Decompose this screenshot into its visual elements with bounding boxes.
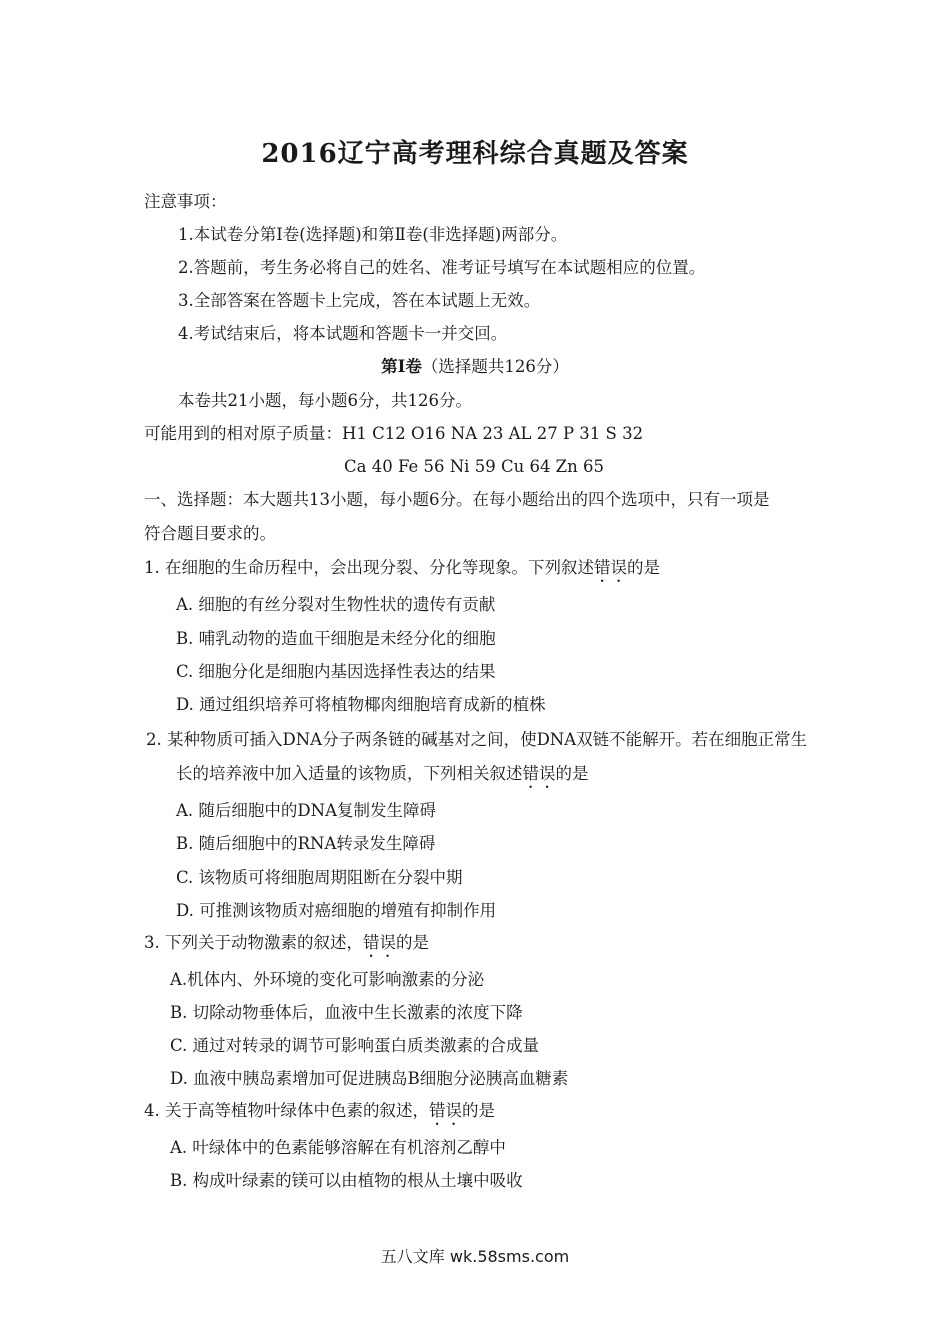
question-1-option-b: B. 哺乳动物的造血干细胞是未经分化的细胞 (176, 629, 496, 648)
question-3-emphasis: 错误 (363, 933, 396, 952)
question-4-option-a: A. 叶绿体中的色素能够溶解在有机溶剂乙醇中 (170, 1138, 506, 1157)
part-heading-line-2: 符合题目要求的。 (144, 524, 276, 543)
question-4-option-b: B. 构成叶绿素的镁可以由植物的根从土壤中吸收 (170, 1171, 523, 1190)
footer-watermark: 五八文库 wk.58sms.com (380, 1247, 570, 1266)
question-1-emphasis: 错误 (594, 558, 627, 577)
section-title-bold: 第Ⅰ卷 (381, 357, 422, 376)
question-2-option-c: C. 该物质可将细胞周期阻断在分裂中期 (176, 868, 463, 887)
question-1-stem (144, 557, 660, 586)
question-2-option-d: D. 可推测该物质对癌细胞的增殖有抑制作用 (176, 901, 497, 920)
section-title (0, 356, 950, 378)
question-4-stem (144, 1100, 495, 1129)
question-1-stem-text: 1. 在细胞的生命历程中，会出现分裂、分化等现象。下列叙述 (144, 558, 594, 577)
question-1-stem-end: 的是 (627, 558, 660, 577)
question-4-stem-text: 4. 关于高等植物叶绿体中色素的叙述， (144, 1101, 429, 1120)
question-2-stem-end: 的是 (555, 764, 589, 783)
question-1-option-a: A. 细胞的有丝分裂对生物性状的遗传有贡献 (176, 595, 496, 614)
notice-item-2: 2.答题前，考生务必将自己的姓名、准考证号填写在本试题相应的位置。 (178, 258, 706, 277)
question-2-stem-line-1: 2. 某种物质可插入DNA分子两条链的碱基对之间，使DNA双链不能解开。若在细胞正常生 (146, 730, 808, 749)
notice-item-1: 1.本试卷分第Ⅰ卷(选择题)和第Ⅱ卷(非选择题)两部分。 (178, 225, 568, 244)
question-2-stem-text: 长的培养液中加入适量的该物质，下列相关叙述 (176, 764, 523, 783)
question-2-option-a: A. 随后细胞中的DNA复制发生障碍 (176, 801, 436, 820)
question-3-option-a: A.机体内、外环境的变化可影响激素的分泌 (170, 970, 485, 989)
section-title-rest: （选择题共126分） (421, 357, 569, 376)
part-heading-line-1: 一、选择题：本大题共13小题，每小题6分。在每小题给出的四个选项中，只有一项是 (144, 490, 770, 509)
question-3-stem-end: 的是 (396, 933, 429, 952)
question-2-option-b: B. 随后细胞中的RNA转录发生障碍 (176, 834, 436, 853)
question-3-stem-text: 3. 下列关于动物激素的叙述， (144, 933, 363, 952)
section-intro: 本卷共21小题，每小题6分，共126分。 (178, 391, 472, 410)
question-2-emphasis: 错误 (522, 764, 556, 783)
question-3-stem (144, 932, 429, 961)
atomic-masses-line-1: 可能用到的相对原子质量：H1 C12 O16 NA 23 AL 27 P 31 S 32 (144, 424, 644, 443)
question-4-emphasis: 错误 (429, 1101, 462, 1120)
question-1-option-c: C. 细胞分化是细胞内基因选择性表达的结果 (176, 662, 496, 681)
question-2-stem-line-2 (176, 763, 589, 792)
question-3-option-b: B. 切除动物垂体后，血液中生长激素的浓度下降 (170, 1003, 523, 1022)
notice-item-4: 4.考试结束后，将本试题和答题卡一并交回。 (178, 324, 508, 343)
question-3-option-d: D. 血液中胰岛素增加可促进胰岛B细胞分泌胰高血糖素 (170, 1069, 569, 1088)
notice-heading: 注意事项： (144, 192, 227, 211)
question-4-stem-end: 的是 (462, 1101, 495, 1120)
notice-item-3: 3.全部答案在答题卡上完成，答在本试题上无效。 (178, 291, 541, 310)
question-3-option-c: C. 通过对转录的调节可影响蛋白质类激素的合成量 (170, 1036, 540, 1055)
question-1-option-d: D. 通过组织培养可将植物椰肉细胞培育成新的植株 (176, 695, 546, 714)
page-title: 2016辽宁高考理科综合真题及答案 (261, 139, 689, 169)
atomic-masses-line-2: Ca 40 Fe 56 Ni 59 Cu 64 Zn 65 (344, 457, 605, 476)
